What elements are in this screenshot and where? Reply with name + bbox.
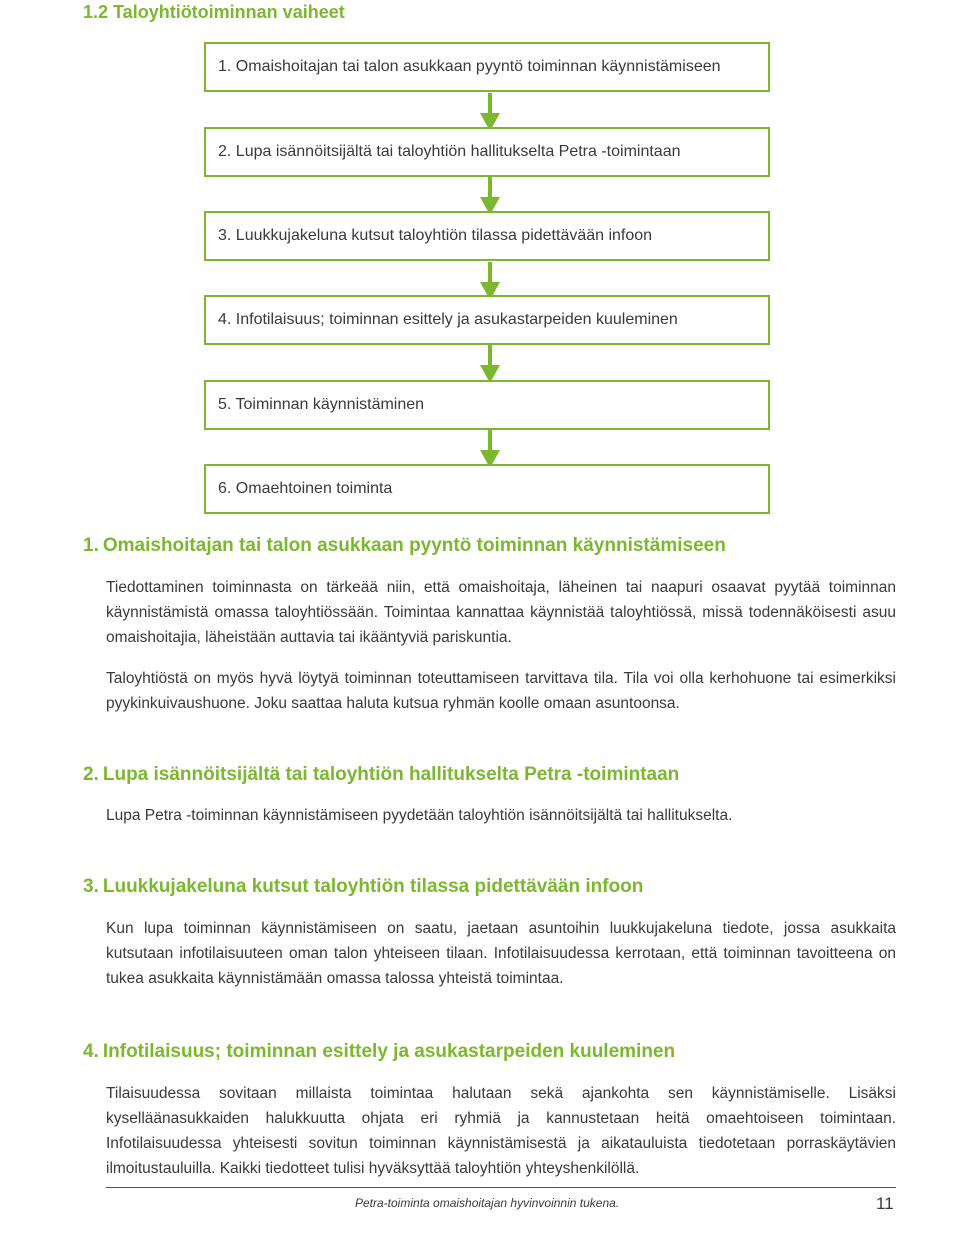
section-title: Infotilaisuus; toiminnan esittely ja asukastarpeiden kuuleminen — [102, 1041, 676, 1062]
flow-step-5: 5. Toiminnan käynnistäminen — [204, 380, 770, 430]
section-heading — [83, 764, 679, 786]
flow-step-4: 4. Infotilaisuus; toiminnan esittely ja asukastarpeiden kuuleminen — [204, 295, 770, 345]
section-number: 2. — [83, 764, 99, 785]
footer-divider — [106, 1187, 896, 1188]
section-paragraph: Kun lupa toiminnan käynnistämiseen on saatu, jaetaan asuntoihin luukkujakeluna tiedote, jossa asukkaita kutsutaan infotilaisuuteen oman talon yhteiseen tilaan. Infotilaisuudessa kerrotaan, että toiminnan tavoitteena on tukea asukkaita käynnistämään omassa talossa yhteistä toimintaa. — [106, 920, 896, 987]
section-number: 3. — [83, 876, 99, 897]
section-title: Omaishoitajan tai talon asukkaan pyyntö toiminnan käynnistämiseen — [102, 535, 726, 556]
flow-step-1: 1. Omaishoitajan tai talon asukkaan pyyntö toiminnan käynnistämiseen — [204, 42, 770, 92]
section-number: 1. — [83, 535, 99, 556]
section-title: Lupa isännöitsijältä tai taloyhtiön hallitukselta Petra -toimintaan — [102, 764, 680, 785]
section-paragraph: Lupa Petra -toiminnan käynnistämiseen pyydetään taloyhtiön isännöitsijältä tai hallitukselta. — [106, 807, 733, 824]
section-number: 4. — [83, 1041, 99, 1062]
flow-step-3: 3. Luukkujakeluna kutsut taloyhtiön tilassa pidettävään infoon — [204, 211, 770, 261]
footer-text: Petra-toiminta omaishoitajan hyvinvoinnin tukena. — [355, 1196, 620, 1210]
down-arrow-icon — [478, 345, 502, 385]
page-number: 11 — [876, 1194, 894, 1213]
section-heading — [83, 876, 643, 898]
flow-step-6: 6. Omaehtoinen toiminta — [204, 464, 770, 514]
section-paragraph: Taloyhtiöstä on myös hyvä löytyä toiminnan toteuttamiseen tarvittava tila. Tila voi olla kerhohuone tai esimerkiksi pyykinkuivaushuone. Joku saattaa haluta kutsua ryhmän koolle omaan asuntoonsa. — [106, 670, 896, 712]
section-paragraph: Tiedottaminen toiminnasta on tärkeää niin, että omaishoitaja, läheinen tai naapuri osaavat pyytää toiminnan käynnistämistä omassa taloyhtiössään. Toimintaa kannattaa käynnistää taloyhtiössä, missä todennäköisesti asuu omaishoitajia, läheistään auttavia tai ikääntyviä pariskuntia. — [106, 579, 896, 646]
section-heading — [83, 535, 726, 557]
flow-step-2: 2. Lupa isännöitsijältä tai taloyhtiön hallitukselta Petra -toimintaan — [204, 127, 770, 177]
page-title: 1.2 Taloyhtiötoiminnan vaiheet — [83, 2, 345, 22]
section-heading — [83, 1041, 675, 1063]
section-title: Luukkujakeluna kutsut taloyhtiön tilassa pidettävään infoon — [102, 876, 644, 897]
section-paragraph: Tilaisuudessa sovitaan millaista toimintaa halutaan sekä ajankohta sen käynnistämiselle. Lisäksi kyselläänasukkaiden halukkuutta ohjata eri ryhmiä ja kannustetaan heitä omaehtoiseen toimintaan. Infotilaisuudessa yhteisesti sovitun toiminnan käynnistämisestä ja aikatauluista tiedotetaan porraskäytävien ilmoitustauluilla. Kaikki tiedotteet tulisi hyväksyttää taloyhtiön yhteyshenkilöllä. — [106, 1085, 896, 1177]
